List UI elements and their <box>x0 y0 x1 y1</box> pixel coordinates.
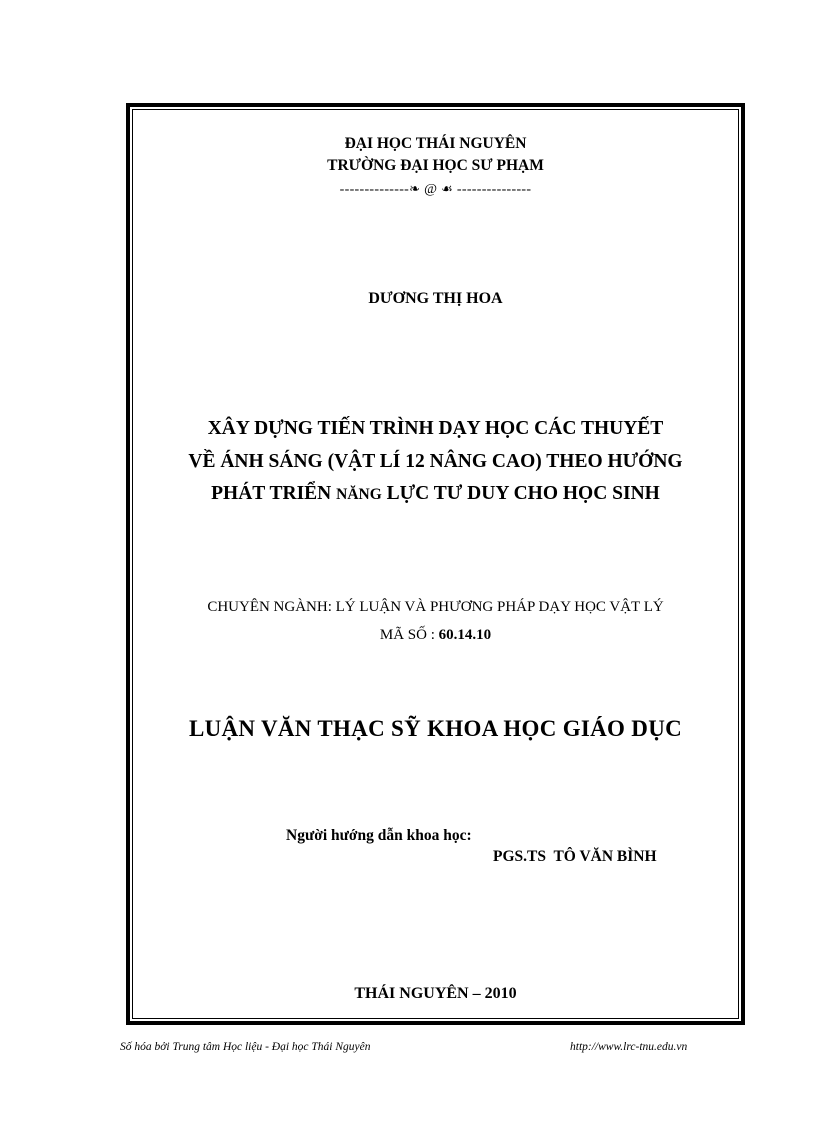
university-name: ĐẠI HỌC THÁI NGUYÊN <box>344 135 527 152</box>
place-and-year: THÁI NGUYÊN – 2010 <box>354 985 517 1002</box>
title-line-3-part-c: LỰC TƯ DUY CHO HỌC SINH <box>381 483 660 504</box>
footer-url: http://www.lrc-tnu.edu.vn <box>570 1041 688 1053</box>
major-field: CHUYÊN NGÀNH: LÝ LUẬN VÀ PHƯƠNG PHÁP DẠY HỌC VẬT LÝ <box>207 599 664 615</box>
degree-title: LUẬN VĂN THẠC SỸ KHOA HỌC GIÁO DỤC <box>188 716 683 741</box>
title-line-3-part-a: PHÁT TRIỂN <box>211 483 337 504</box>
ornamental-divider <box>130 181 741 198</box>
cover-border <box>126 103 745 1025</box>
reversed-floral-heart-icon: ☙ <box>441 181 454 196</box>
title-line-3-part-b: NĂNG <box>336 486 382 503</box>
thesis-title-line-3 <box>130 483 741 505</box>
major-code-label: MÃ SỐ : <box>379 627 439 643</box>
major-code-value: 60.14.10 <box>438 627 492 643</box>
author-name: DƯƠNG THỊ HOA <box>368 290 503 307</box>
divider-dashes-right: --------------- <box>453 182 532 197</box>
advisor-name: PGS.TS TÔ VĂN BÌNH <box>493 848 657 865</box>
advisor-label: Người hướng dẫn khoa học: <box>286 827 472 844</box>
thesis-title-line-1: XÂY DỰNG TIẾN TRÌNH DẠY HỌC CÁC THUYẾT <box>207 418 664 439</box>
cover-border-inner <box>132 109 739 1019</box>
footer-digitized-by: Số hóa bởi Trung tâm Học liệu - Đại học Thái Nguyên <box>120 1041 371 1053</box>
major-code <box>130 627 741 644</box>
floral-heart-icon: ❧ <box>409 181 421 196</box>
school-name: TRƯỜNG ĐẠI HỌC SƯ PHẠM <box>327 157 544 174</box>
divider-at-sign: @ <box>420 182 442 197</box>
divider-dashes-left: -------------- <box>339 182 410 197</box>
thesis-title-line-2: VỀ ÁNH SÁNG (VẬT LÍ 12 NÂNG CAO) THEO HƯỚNG <box>188 451 683 472</box>
